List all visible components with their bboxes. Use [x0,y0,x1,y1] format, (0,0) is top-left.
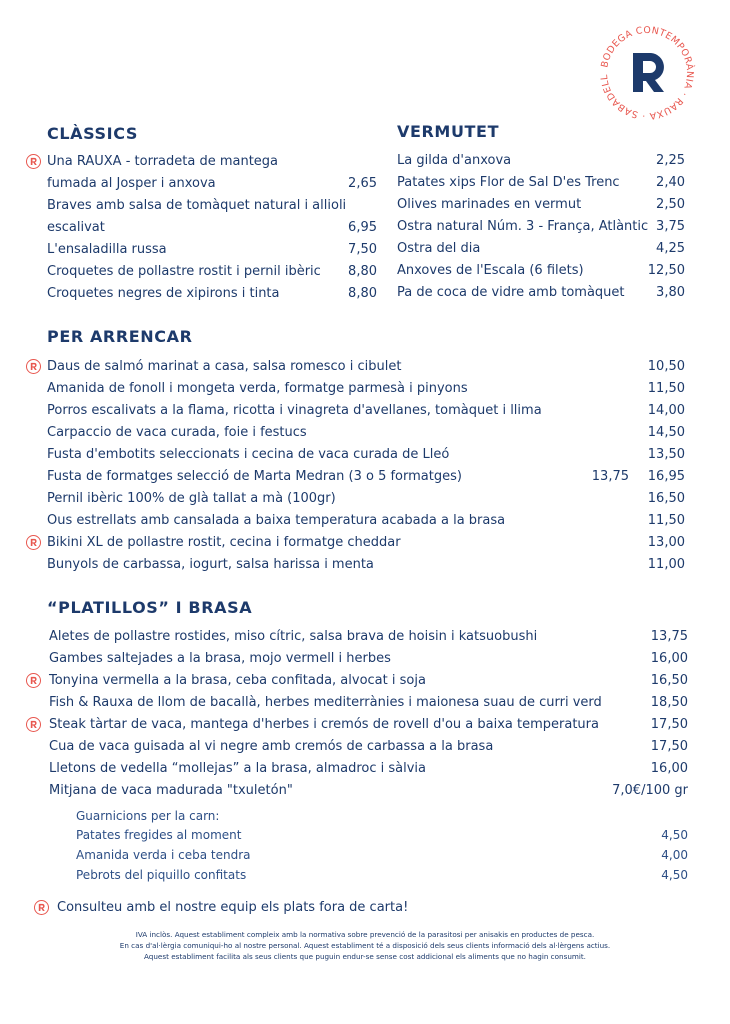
section-title-per-arrencar: PER ARRENCAR [47,327,193,346]
menu-item-price: 11,50 [647,513,685,528]
menu-item-name: Patates fregides al moment [76,828,242,842]
menu-item-price: 2,65 [348,176,377,191]
menu-item [76,826,688,844]
menu-item-name: Fusta d'embotits seleccionats i cecina de vaca curada de Lleó [47,447,450,462]
menu-item [49,627,688,647]
menu-item-price: 10,50 [647,359,685,374]
menu-item [49,693,688,713]
menu-item-price: 2,40 [656,175,685,190]
menu-item-price: 13,50 [647,447,685,462]
menu-item [397,239,685,259]
menu-item [47,218,377,238]
menu-item-name: L'ensaladilla russa [47,242,167,257]
menu-item-name: Steak tàrtar de vaca, mantega d'herbes i cremós de rovell d'ou a baixa temperatura [49,717,599,732]
menu-item [47,196,377,216]
menu-item [76,866,688,884]
special-dishes-note: Consulteu amb el nostre equip els plats fora de carta! [57,900,409,915]
menu-item-name: Patates xips Flor de Sal D'es Trenc [397,175,620,190]
menu-item [47,379,685,399]
menu-item [76,846,688,864]
menu-item-name: Bikini XL de pollastre rostit, cecina i formatge cheddar [47,535,401,550]
menu-item-price: 4,00 [661,848,688,862]
garnish-title [76,807,688,825]
legal-note-2: En cas d'al·lèrgia comuniqui-ho al nostre personal. Aquest establiment té a disposició dels seus clients informació dels al·lèrgens actius. [119,941,611,950]
menu-item [47,445,685,465]
menu-item-price: 11,50 [647,381,685,396]
menu-item [49,671,688,691]
menu-item-price: 11,00 [647,557,685,572]
menu-item-name: Ostra del dia [397,241,481,256]
menu-item [47,489,685,509]
menu-item-price: 8,80 [348,264,377,279]
menu-item-name: Amanida de fonoll i mongeta verda, formatge parmesà i pinyons [47,381,468,396]
menu-item [49,781,688,801]
menu-item [47,174,377,194]
menu-item-price: 13,75 [650,629,688,644]
menu-item-name: Lletons de vedella “mollejas” a la brasa, almadroc i sàlvia [49,761,426,776]
menu-item-name: Ostra natural Núm. 3 - França, Atlàntic [397,219,649,234]
menu-item-name: Una RAUXA - torradeta de mantega [47,154,279,169]
rauxa-logo-icon [586,17,708,129]
menu-item [49,649,688,669]
menu-item-name: Pa de coca de vidre amb tomàquet [397,285,625,300]
menu-item [47,467,685,487]
rauxa-logo [586,17,708,129]
menu-item-price: 2,25 [656,153,685,168]
menu-item-name: Croquetes de pollastre rostit i pernil ibèric [47,264,321,279]
menu-item [49,759,688,779]
menu-item-price: 7,50 [348,242,377,257]
menu-item [47,401,685,421]
legal-note-1: IVA inclòs. Aquest establiment compleix amb la normativa sobre prevenció de la parasitosi per anisakis en productes de pesca. [135,930,595,939]
menu-item-name: Bunyols de carbassa, iogurt, salsa harissa i menta [47,557,374,572]
menu-item-price: 13,00 [647,535,685,550]
menu-item [47,533,685,553]
rauxa-badge-icon [26,535,41,550]
menu-item-name: Anxoves de l'Escala (6 filets) [397,263,584,278]
menu-item [47,284,377,304]
menu-item-name: Pernil ibèric 100% de glà tallat a mà (100gr) [47,491,336,506]
menu-item [47,240,377,260]
rauxa-badge-icon [26,673,41,688]
menu-item-name: Mitjana de vaca madurada "txuletón" [49,783,293,798]
logo-ring-text: BODEGA CONTEMPORÀNIA · RAUXA · SABADELL [598,24,696,122]
menu-item-name: Olives marinades en vermut [397,197,582,212]
menu-item-price: 6,95 [348,220,377,235]
menu-item-name: Croquetes negres de xipirons i tinta [47,286,280,301]
menu-item-name: Pebrots del piquillo confitats [76,868,247,882]
menu-item-name: Ous estrellats amb cansalada a baixa temperatura acabada a la brasa [47,513,506,528]
rauxa-badge-icon [26,717,41,732]
menu-item-price: 3,75 [656,219,685,234]
menu-item-price: 8,80 [348,286,377,301]
menu-item-price: 4,25 [656,241,685,256]
menu-item-price: 12,50 [647,263,685,278]
menu-item-price: 4,50 [661,868,688,882]
garnish-title-text: Guarnicions per la carn: [76,809,220,823]
section-title-classics: CLÀSSICS [47,124,138,143]
menu-item-name: escalivat [47,220,105,235]
menu-item-price: 16,00 [650,761,688,776]
menu-item [397,195,685,215]
menu-item-name: Fusta de formatges selecció de Marta Medran (3 o 5 formatges) [47,469,462,484]
rauxa-badge-icon [26,154,41,169]
menu-item [49,715,688,735]
menu-item-price: 3,80 [656,285,685,300]
menu-item [47,152,377,172]
menu-item-name: Cua de vaca guisada al vi negre amb cremós de carbassa a la brasa [49,739,494,754]
menu-item-price: 4,50 [661,828,688,842]
menu-item-price: 17,50 [650,717,688,732]
menu-item-name: Porros escalivats a la flama, ricotta i vinagreta d'avellanes, tomàquet i llima [47,403,542,418]
menu-item-price: 18,50 [650,695,688,710]
menu-item [397,173,685,193]
menu-item [47,262,377,282]
menu-item-name: Carpaccio de vaca curada, foie i festucs [47,425,307,440]
rauxa-badge-icon [26,359,41,374]
menu-item [47,357,685,377]
menu-item-name: La gilda d'anxova [397,153,512,168]
menu-item-name: fumada al Josper i anxova [47,176,216,191]
menu-item-price: 16,00 [650,651,688,666]
menu-item-name: Fish & Rauxa de llom de bacallà, herbes mediterrànies i maionesa suau de curri verd [49,695,602,710]
menu-item-price: 14,00 [647,403,685,418]
menu-item-name: Braves amb salsa de tomàquet natural i allioli [47,198,347,213]
menu-item-price: 7,0€/100 gr [612,783,688,798]
section-title-platillos: “PLATILLOS” I BRASA [47,598,253,617]
menu-item-price: 16,50 [647,491,685,506]
menu-item-price: 2,50 [656,197,685,212]
menu-item [47,423,685,443]
menu-item-price: 16,50 [650,673,688,688]
section-title-vermutet: VERMUTET [397,122,500,141]
menu-item [47,555,685,575]
menu-item-name: Tonyina vermella a la brasa, ceba confitada, alvocat i soja [49,673,426,688]
legal-note-3: Aquest establiment facilita als seus clients que puguin endur-se sense cost addicional els aliments que no hagin consumit. [144,952,586,961]
menu-item-name: Aletes de pollastre rostides, miso cítric, salsa brava de hoisin i katsuobushi [49,629,538,644]
menu-item [397,151,685,171]
menu-item [397,261,685,281]
menu-item-price: 16,95 [647,469,685,484]
menu-item [49,737,688,757]
menu-item [397,217,685,237]
menu-item-name: Amanida verda i ceba tendra [76,848,251,862]
menu-item-name: Gambes saltejades a la brasa, mojo vermell i herbes [49,651,391,666]
rauxa-badge-icon [34,900,49,915]
menu-item-name: Daus de salmó marinat a casa, salsa romesco i cibulet [47,359,402,374]
menu-item [47,511,685,531]
menu-item-price: 17,50 [650,739,688,754]
menu-item-price: 14,50 [647,425,685,440]
menu-item [397,283,685,303]
menu-item-price-small: 13,75 [591,469,629,484]
